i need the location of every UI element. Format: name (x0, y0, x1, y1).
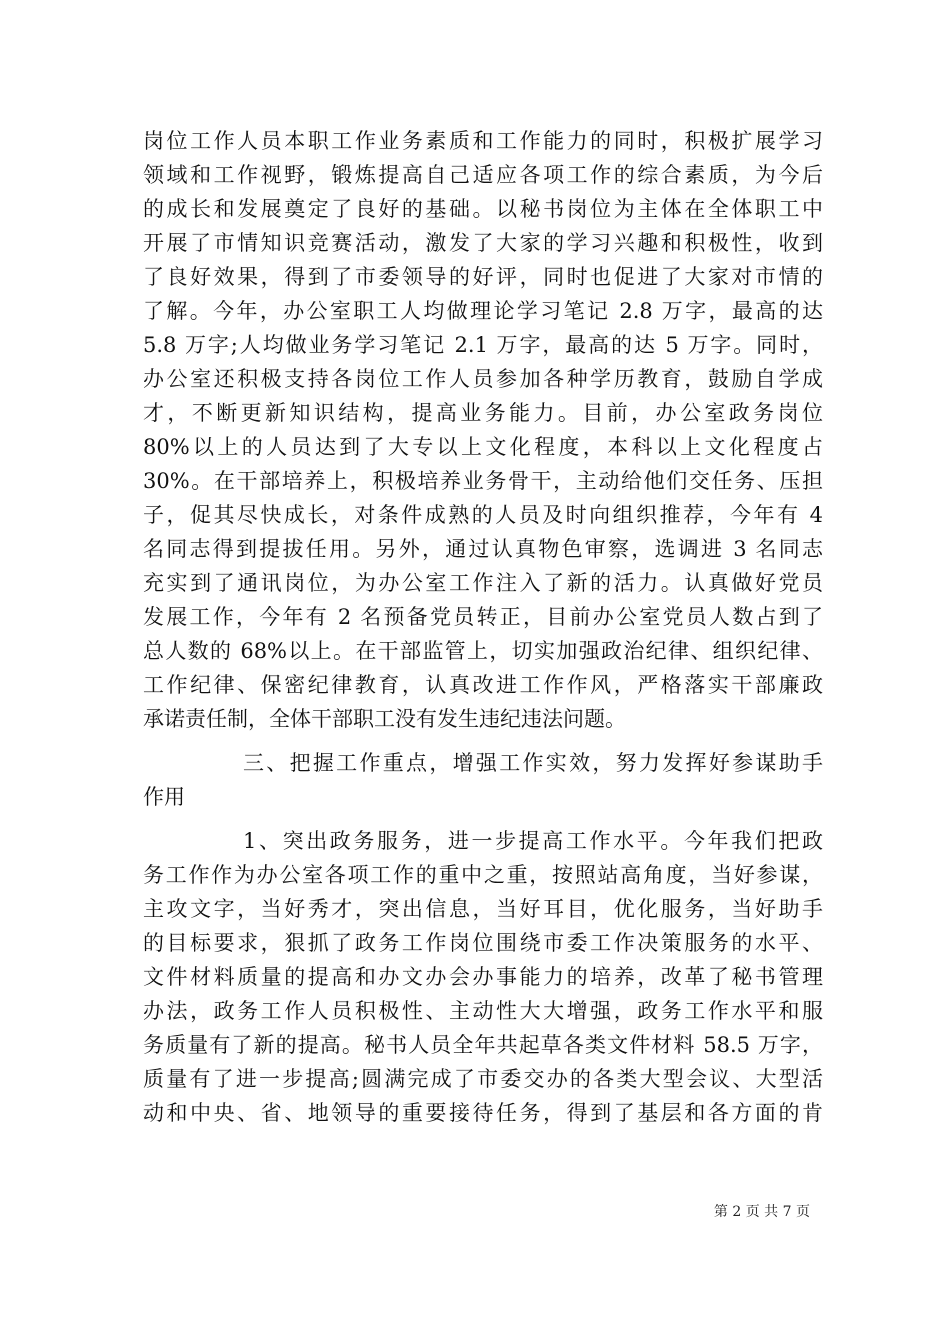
text-line: 名同志得到提拔任用。另外，通过认真物色审察，选调进 3 名同志 (143, 537, 823, 561)
text-line: 的成长和发展奠定了良好的基础。以秘书岗位为主体在全体职工中 (143, 197, 823, 221)
text-line: 发展工作，今年有 2 名预备党员转正，目前办公室党员人数占到了 (143, 605, 823, 629)
text-line: 30%。在干部培养上，积极培养业务骨干，主动给他们交任务、压担 (143, 469, 823, 493)
text-line: 办公室还积极支持各岗位工作人员参加各种学历教育，鼓励自学成 (143, 367, 823, 391)
text-line: 质量有了进一步提高;圆满完成了市委交办的各类大型会议、大型活 (143, 1067, 823, 1091)
text-line: 主攻文字，当好秀才，突出信息，当好耳目，优化服务，当好助手 (143, 897, 823, 921)
text-line: 的目标要求，狠抓了政务工作岗位围绕市委工作决策服务的水平、 (143, 931, 823, 955)
page-number: 第 2 页 共 7 页 (713, 1204, 810, 1220)
text-line: 1、突出政务服务，进一步提高工作水平。今年我们把政 (243, 829, 823, 853)
text-line: 务工作作为办公室各项工作的重中之重，按照站高角度，当好参谋， (143, 863, 823, 887)
text-line: 办法，政务工作人员积极性、主动性大大增强，政务工作水平和服 (143, 999, 823, 1023)
text-line: 80%以上的人员达到了大专以上文化程度，本科以上文化程度占 (143, 435, 823, 459)
section-heading-continuation: 作用 (143, 785, 185, 809)
text-line: 动和中央、省、地领导的重要接待任务，得到了基层和各方面的肯 (143, 1101, 823, 1125)
text-line: 务质量有了新的提高。秘书人员全年共起草各类文件材料 58.5 万字， (143, 1033, 823, 1057)
text-line: 岗位工作人员本职工作业务素质和工作能力的同时，积极扩展学习 (143, 129, 823, 153)
text-line: 了良好效果，得到了市委领导的好评，同时也促进了大家对市情的 (143, 265, 823, 289)
text-line: 工作纪律、保密纪律教育，认真改进工作作风，严格落实干部廉政 (143, 673, 823, 697)
text-line: 总人数的 68%以上。在干部监管上，切实加强政治纪律、组织纪律、 (143, 639, 823, 663)
section-heading: 三、把握工作重点，增强工作实效，努力发挥好参谋助手 (243, 751, 823, 775)
text-line: 开展了市情知识竞赛活动，激发了大家的学习兴趣和积极性，收到 (143, 231, 823, 255)
text-line: 子，促其尽快成长，对条件成熟的人员及时向组织推荐，今年有 4 (143, 503, 823, 527)
text-line: 文件材料质量的提高和办文办会办事能力的培养，改革了秘书管理 (143, 965, 823, 989)
text-line: 领域和工作视野，锻炼提高自己适应各项工作的综合素质，为今后 (143, 163, 823, 187)
text-line: 5.8 万字;人均做业务学习笔记 2.1 万字，最高的达 5 万字。同时， (143, 333, 823, 357)
text-line: 充实到了通讯岗位，为办公室工作注入了新的活力。认真做好党员 (143, 571, 823, 595)
text-line: 承诺责任制，全体干部职工没有发生违纪违法问题。 (143, 707, 626, 731)
text-line: 了解。今年，办公室职工人均做理论学习笔记 2.8 万字，最高的达 (143, 299, 823, 323)
text-line: 才，不断更新知识结构，提高业务能力。目前，办公室政务岗位 (143, 401, 823, 425)
